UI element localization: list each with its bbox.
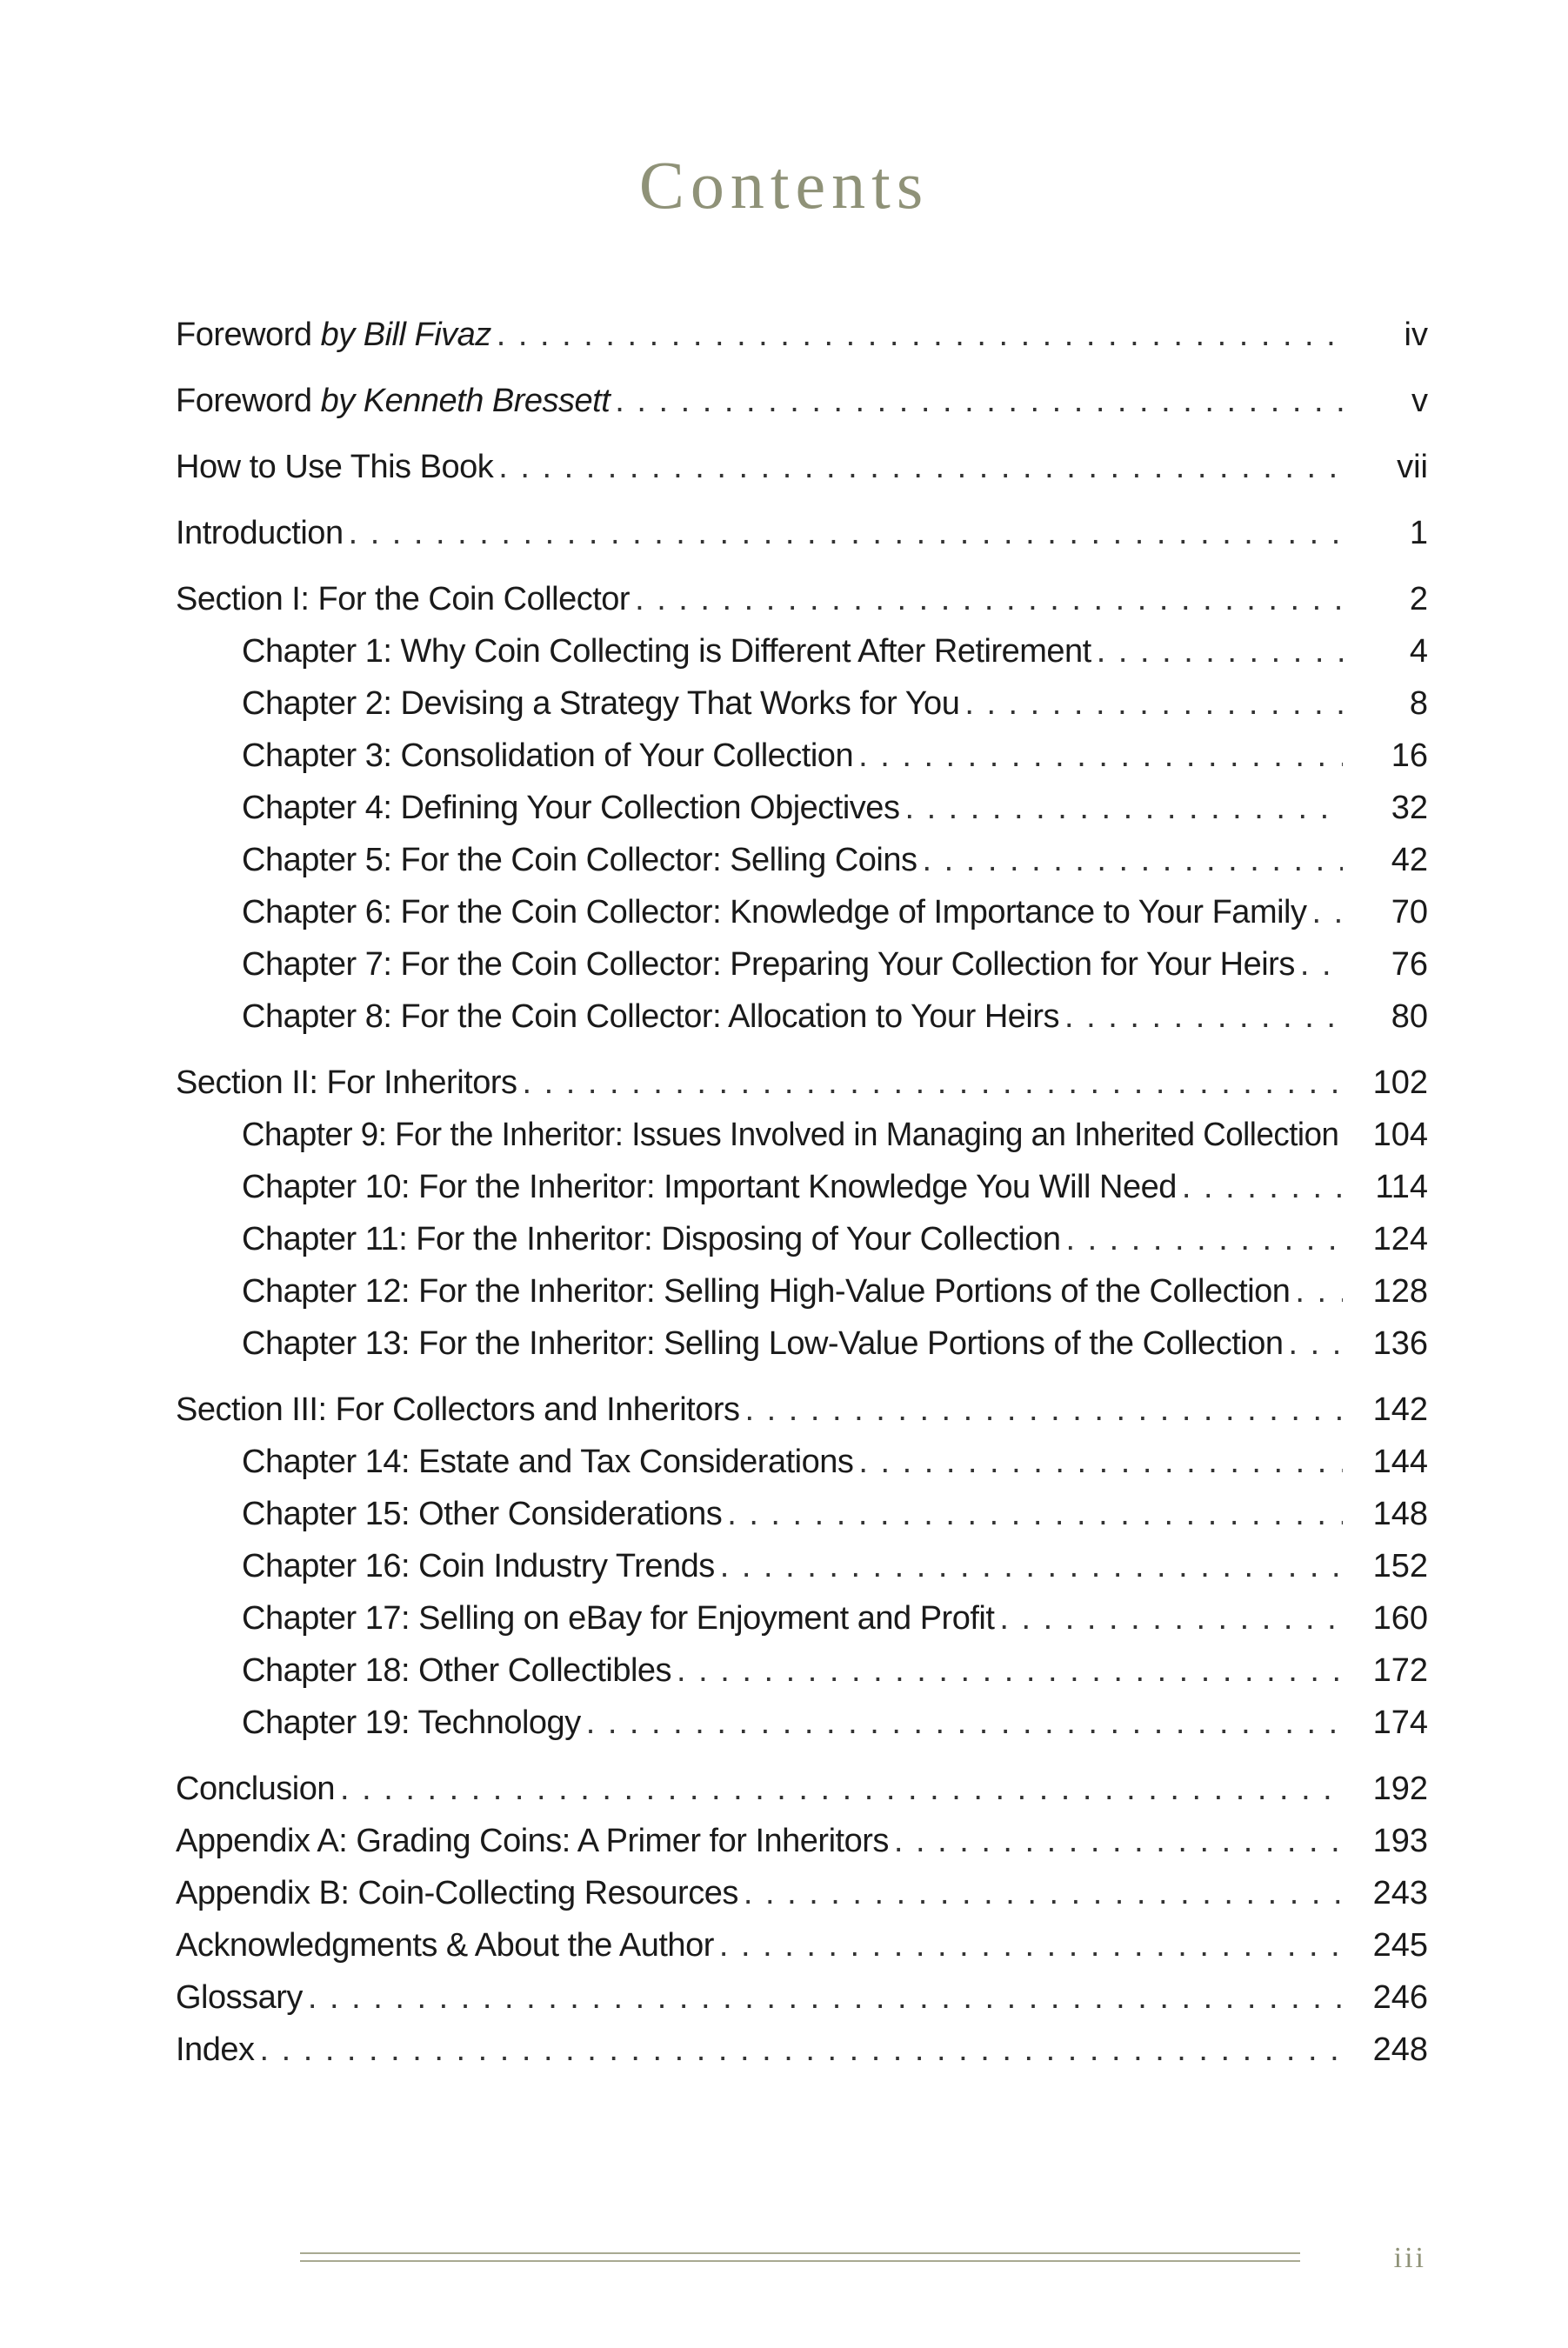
toc-entry-page: 245 [1372, 1927, 1428, 1964]
toc-entry [176, 1592, 1428, 1644]
toc-entry-page: 114 [1375, 1169, 1428, 1205]
toc-entry [176, 834, 1428, 886]
toc-entry-title: Chapter 7: For the Coin Collector: Preparing Your Collection for Your Heirs [242, 946, 1295, 983]
toc-entry [176, 1057, 1428, 1109]
dot-leader [858, 730, 1343, 782]
toc-entry-title: Chapter 11: For the Inheritor: Disposing of Your Collection [242, 1221, 1061, 1257]
toc-entry-page: 76 [1391, 946, 1428, 983]
toc-entry-title: Introduction [176, 515, 344, 551]
dot-leader [1288, 1317, 1343, 1370]
dot-leader [497, 309, 1343, 361]
toc-entry-page: 16 [1391, 737, 1428, 774]
toc-entry-page: iv [1404, 317, 1428, 353]
toc-entry [176, 1697, 1428, 1749]
toc-entry-title: Chapter 4: Defining Your Collection Objectives [242, 790, 900, 826]
toc-entry-title [176, 375, 610, 427]
dot-leader [1064, 991, 1343, 1043]
toc-entry [176, 309, 1428, 361]
toc-entry-title: Section III: For Collectors and Inheritors [176, 1391, 740, 1428]
toc-entry [176, 730, 1428, 782]
toc-entry [176, 1971, 1428, 2024]
toc-entry-title: Chapter 2: Devising a Strategy That Works for You [242, 685, 960, 722]
toc-entry-page: 102 [1372, 1064, 1428, 1101]
toc-entry-page: 80 [1391, 998, 1428, 1035]
dot-leader [677, 1644, 1343, 1697]
toc-entry-title: Chapter 6: For the Coin Collector: Knowledge of Importance to Your Family [242, 894, 1307, 931]
toc-entry-author: Bill Fivaz [363, 317, 491, 353]
toc-entry-title: Chapter 8: For the Coin Collector: Allocation to Your Heirs [242, 998, 1060, 1035]
toc-entry-title: Chapter 5: For the Coin Collector: Selling Coins [242, 842, 917, 878]
toc-entry [176, 2024, 1428, 2076]
toc-entry-page: 142 [1372, 1391, 1428, 1428]
toc-entry-title [176, 309, 491, 361]
toc-entry-page: 152 [1372, 1548, 1428, 1584]
toc-entry-title: Chapter 10: For the Inheritor: Important Knowledge You Will Need [242, 1169, 1177, 1205]
dot-leader [1097, 625, 1343, 677]
toc-entry-byline: by [320, 383, 364, 419]
toc-entry-author: Kenneth Bressett [363, 383, 611, 419]
toc-entry-title: Appendix B: Coin-Collecting Resources [176, 1875, 738, 1911]
dot-leader [615, 375, 1343, 427]
toc-entry-title: Chapter 3: Consolidation of Your Collection [242, 737, 854, 774]
dot-leader [340, 1763, 1343, 1815]
dot-leader [745, 1384, 1343, 1436]
toc-entry [176, 1644, 1428, 1697]
toc-entry [176, 625, 1428, 677]
toc-entry [176, 1109, 1428, 1161]
toc-entry-page: vii [1397, 449, 1428, 485]
toc-entry [176, 375, 1428, 427]
toc-entry [176, 507, 1428, 559]
dot-leader [349, 507, 1343, 559]
toc-entry-page: 172 [1372, 1652, 1428, 1689]
toc-entry-title: Index [176, 2031, 255, 2068]
dot-leader [1295, 1265, 1343, 1317]
dot-leader [904, 782, 1343, 834]
toc-entry [176, 1436, 1428, 1488]
dot-leader [498, 441, 1343, 493]
toc-entry [176, 1384, 1428, 1436]
toc-entry [176, 1919, 1428, 1971]
toc-entry-byline: by [320, 317, 364, 353]
toc-entry-title: Chapter 14: Estate and Tax Considerations [242, 1444, 854, 1480]
toc-entry [176, 677, 1428, 730]
toc-entry-page: 124 [1372, 1221, 1428, 1257]
toc-entry-page: 104 [1372, 1117, 1428, 1153]
dot-leader [719, 1919, 1343, 1971]
toc-entry [176, 1540, 1428, 1592]
toc-entry-title: Chapter 9: For the Inheritor: Issues Involved in Managing an Inherited Collection [242, 1117, 1339, 1153]
toc-entry-page: 144 [1372, 1444, 1428, 1480]
toc-entry [176, 1815, 1428, 1867]
dot-leader [1065, 1213, 1343, 1265]
footer-rule-bottom [300, 2260, 1300, 2262]
toc-entry [176, 573, 1428, 625]
toc-entry-page: 1 [1409, 515, 1428, 551]
toc-entry-title: Chapter 18: Other Collectibles [242, 1652, 672, 1689]
toc-entry [176, 991, 1428, 1043]
toc-entry-page: 2 [1409, 581, 1428, 617]
toc-entry-title: Section II: For Inheritors [176, 1064, 517, 1101]
toc-entry [176, 1265, 1428, 1317]
toc-entry [176, 1317, 1428, 1370]
toc-entry-title: Chapter 1: Why Coin Collecting is Different After Retirement [242, 633, 1091, 670]
toc-entry-title: Section I: For the Coin Collector [176, 581, 631, 617]
toc-entry-page: 174 [1372, 1704, 1428, 1741]
toc-entry-title: Chapter 19: Technology [242, 1704, 581, 1741]
dot-leader [1311, 886, 1343, 938]
toc-entry-page: 128 [1372, 1273, 1428, 1310]
toc-entry-page: 192 [1372, 1771, 1428, 1807]
toc-entry-page: 8 [1409, 685, 1428, 722]
toc-entry [176, 1488, 1428, 1540]
table-of-contents [176, 309, 1428, 2076]
toc-entry-title: Chapter 13: For the Inheritor: Selling Low-Value Portions of the Collection [242, 1325, 1284, 1362]
toc-entry-page: 160 [1372, 1600, 1428, 1637]
toc-entry-page: 136 [1372, 1325, 1428, 1362]
toc-entry [176, 441, 1428, 493]
toc-entry-title: Chapter 12: For the Inheritor: Selling High-Value Portions of the Collection [242, 1273, 1291, 1310]
dot-leader [720, 1540, 1343, 1592]
page-title: Contents [638, 147, 930, 223]
toc-entry-title: Chapter 15: Other Considerations [242, 1496, 723, 1532]
dot-leader [744, 1867, 1343, 1919]
dot-leader [523, 1057, 1344, 1109]
toc-entry-page: 243 [1372, 1875, 1428, 1911]
toc-entry [176, 1763, 1428, 1815]
dot-leader [586, 1697, 1343, 1749]
toc-entry-page: 32 [1391, 790, 1428, 826]
page-number: iii [1393, 2242, 1426, 2274]
toc-entry-page: 148 [1372, 1496, 1428, 1532]
toc-entry-title: Acknowledgments & About the Author [176, 1927, 714, 1964]
toc-entry [176, 1213, 1428, 1265]
toc-entry-title: How to Use This Book [176, 449, 494, 485]
toc-entry [176, 782, 1428, 834]
dot-leader [999, 1592, 1343, 1644]
toc-entry-page: 246 [1372, 1979, 1428, 2016]
toc-entry-page: v [1411, 383, 1428, 419]
dot-leader [964, 677, 1343, 730]
toc-entry-prefix: Foreword [176, 383, 321, 419]
dot-leader [1182, 1161, 1343, 1213]
toc-entry-title: Conclusion [176, 1771, 335, 1807]
toc-entry-title: Appendix A: Grading Coins: A Primer for Inheritors [176, 1823, 889, 1859]
dot-leader [923, 834, 1344, 886]
toc-entry [176, 1161, 1428, 1213]
toc-entry-page: 70 [1391, 894, 1428, 931]
dot-leader [1300, 938, 1343, 991]
toc-entry-title: Glossary [176, 1979, 303, 2016]
dot-leader [259, 2024, 1343, 2076]
dot-leader [308, 1971, 1343, 2024]
toc-entry [176, 1867, 1428, 1919]
dot-leader [858, 1436, 1343, 1488]
toc-entry-title: Chapter 16: Coin Industry Trends [242, 1548, 715, 1584]
dot-leader [727, 1488, 1343, 1540]
toc-entry-page: 42 [1391, 842, 1428, 878]
toc-entry [176, 938, 1428, 991]
dot-leader [635, 573, 1343, 625]
toc-entry-page: 4 [1409, 633, 1428, 670]
dot-leader [894, 1815, 1343, 1867]
footer-rule-top [300, 2252, 1300, 2254]
toc-entry-page: 248 [1372, 2031, 1428, 2068]
toc-entry-prefix: Foreword [176, 317, 321, 353]
toc-entry-page: 193 [1372, 1823, 1428, 1859]
toc-entry [176, 886, 1428, 938]
toc-entry-title: Chapter 17: Selling on eBay for Enjoyment and Profit [242, 1600, 995, 1637]
